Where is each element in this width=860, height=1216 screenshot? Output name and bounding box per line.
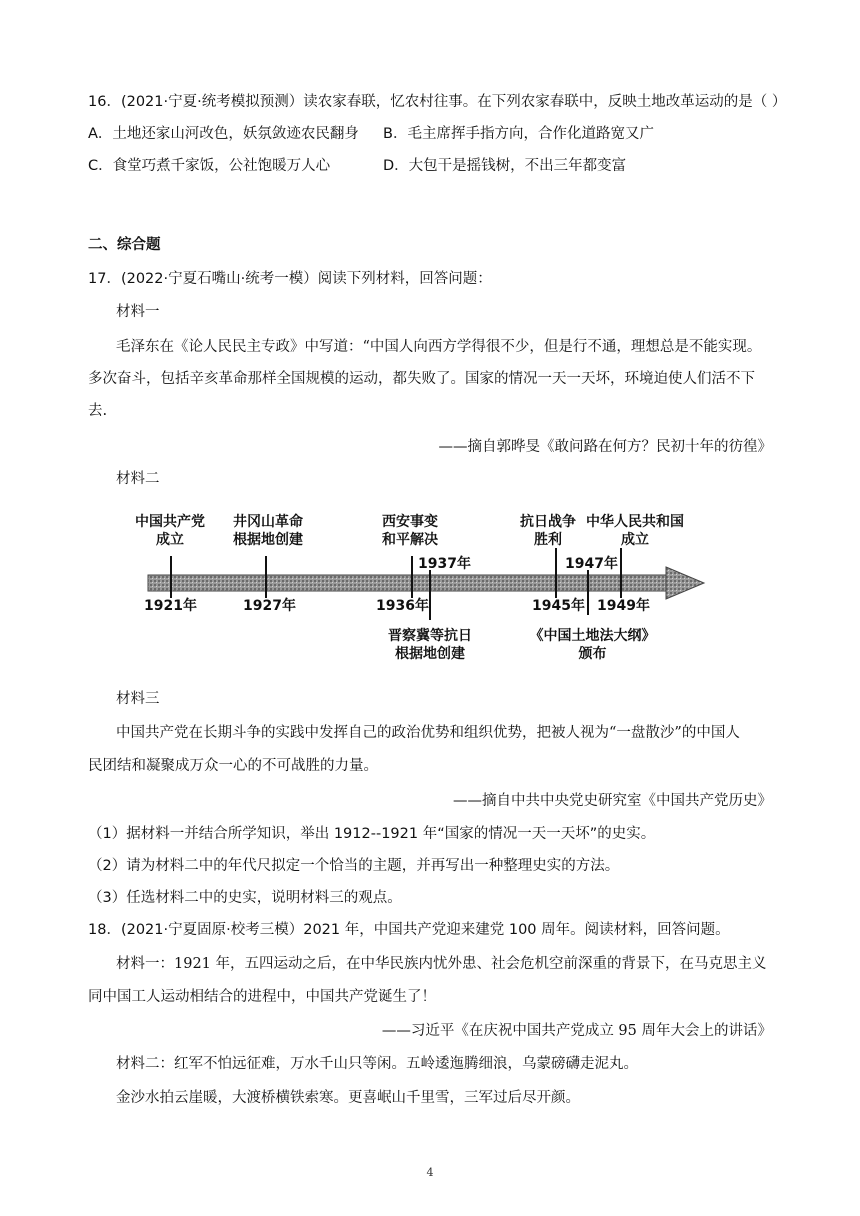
q18-material1-line2: 同中国工人运动相结合的进程中，中国共产党诞生了！: [88, 989, 436, 1005]
q17-material3-line1: 中国共产党在长期斗争的实践中发挥自己的政治优势和组织优势，把被人视为“一盘散沙”的中国人: [116, 725, 740, 741]
event-land-law-line1: 《中国土地法大纲》: [529, 628, 656, 644]
q17-question1: （1）据材料一并结合所学知识，举出 1912--1921 年“国家的情况一天一天坏”的史实。: [88, 826, 656, 842]
timeline-figure: [110, 500, 730, 670]
q17-material1-title: 材料一: [116, 304, 160, 320]
q17-material3-title: 材料三: [116, 691, 160, 707]
event-prc-founded-line2: 成立: [621, 532, 649, 548]
event-xian-incident-line1: 西安事变: [382, 514, 438, 530]
event-prc-founded-line1: 中华人民共和国: [586, 514, 684, 530]
q17-material2-title: 材料二: [116, 471, 160, 487]
q17-material3-line2: 民团结和凝聚成万众一心的不可战胜的力量。: [88, 758, 378, 774]
q18-stem: 18．(2021·宁夏固原·校考三模）2021 年，中国共产党迎来建党 100 周年。阅读材料，回答问题。: [88, 922, 730, 938]
timeline-bar: [148, 575, 668, 591]
event-jinggangshan-line1: 井冈山革命: [233, 514, 303, 530]
event-war-victory-line2: 胜利: [534, 532, 562, 548]
year-1949: 1949年: [597, 598, 650, 614]
q16-stem: 16．(2021·宁夏·统考模拟预测）读农家春联，忆农村往事。在下列农家春联中，反映土地改革运动的是（ ）: [88, 94, 787, 110]
year-1936: 1936年: [376, 598, 429, 614]
page-number: 4: [426, 1166, 434, 1179]
event-xian-incident: [360, 513, 460, 549]
event-war-victory-line1: 抗日战争: [520, 514, 576, 530]
year-1937: 1937年: [418, 556, 471, 572]
year-1947: 1947年: [565, 556, 618, 572]
q17-question3: （3）任选材料二中的史实，说明材料三的观点。: [88, 890, 402, 906]
event-cpc-founded: [120, 513, 220, 549]
event-jinchaji-base-line1: 晋察冀等抗日: [388, 628, 472, 644]
year-1921: 1921年: [144, 598, 197, 614]
year-1927: 1927年: [243, 598, 296, 614]
q16-option-c: C．食堂巧煮千家饭，公社饱暖万人心: [88, 158, 331, 174]
q17-material1-line2: 多次奋斗，包括辛亥革命那样全国规模的运动，都失败了。国家的情况一天一天坏，环境迫使人们活不下: [88, 371, 755, 387]
q17-material1-line1: 毛泽东在《论人民民主专政》中写道：“中国人向西方学得很不少，但是行不通，理想总是不能实现。: [116, 339, 762, 355]
q17-material1-source: ——摘自郭晔旻《敢问路在何方？民初十年的彷徨》: [438, 439, 772, 455]
event-xian-incident-line2: 和平解决: [382, 532, 438, 548]
q17-question2: （2）请为材料二中的年代尺拟定一个恰当的主题，并再写出一种整理史实的方法。: [88, 858, 620, 874]
section-heading: 二、综合题: [88, 237, 161, 253]
event-jinchaji-base-line2: 根据地创建: [395, 646, 465, 662]
q16-option-b: B．毛主席挥手指方向，合作化道路宽又广: [383, 126, 654, 142]
q18-material1-line1: 材料一：1921 年，五四运动之后，在中华民族内忧外患、社会危机空前深重的背景下，在马克思主义: [116, 956, 767, 972]
event-cpc-founded-line2: 成立: [156, 532, 184, 548]
event-cpc-founded-line1: 中国共产党: [135, 514, 205, 530]
q17-material3-source: ——摘自中共中央党史研究室《中国共产党历史》: [453, 793, 772, 809]
q17-stem: 17．(2022·宁夏石嘴山·统考一模）阅读下列材料，回答问题：: [88, 271, 492, 287]
q16-option-a: A．土地还家山河改色，妖氛敛迹农民翻身: [88, 126, 359, 142]
event-prc-founded: [575, 513, 695, 549]
q16-option-d: D．大包干是摇钱树，不出三年都变富: [383, 158, 627, 174]
event-jinggangshan: [213, 513, 323, 549]
event-land-law-line2: 颁布: [578, 646, 607, 662]
q18-material2-line1: 材料二：红军不怕远征难，万水千山只等闲。五岭逶迤腾细浪，乌蒙磅礴走泥丸。: [116, 1056, 638, 1072]
event-land-law: [520, 627, 665, 663]
q17-material1-line3: 去.: [88, 403, 108, 419]
timeline-arrowhead: [666, 567, 704, 599]
event-jinchaji-base: [375, 627, 485, 663]
q18-material1-source: ——习近平《在庆祝中国共产党成立 95 周年大会上的讲话》: [381, 1023, 772, 1039]
year-1945: 1945年: [532, 598, 585, 614]
q18-material2-line2: 金沙水拍云崖暖，大渡桥横铁索寒。更喜岷山千里雪，三军过后尽开颜。: [116, 1090, 580, 1106]
event-jinggangshan-line2: 根据地创建: [233, 532, 303, 548]
